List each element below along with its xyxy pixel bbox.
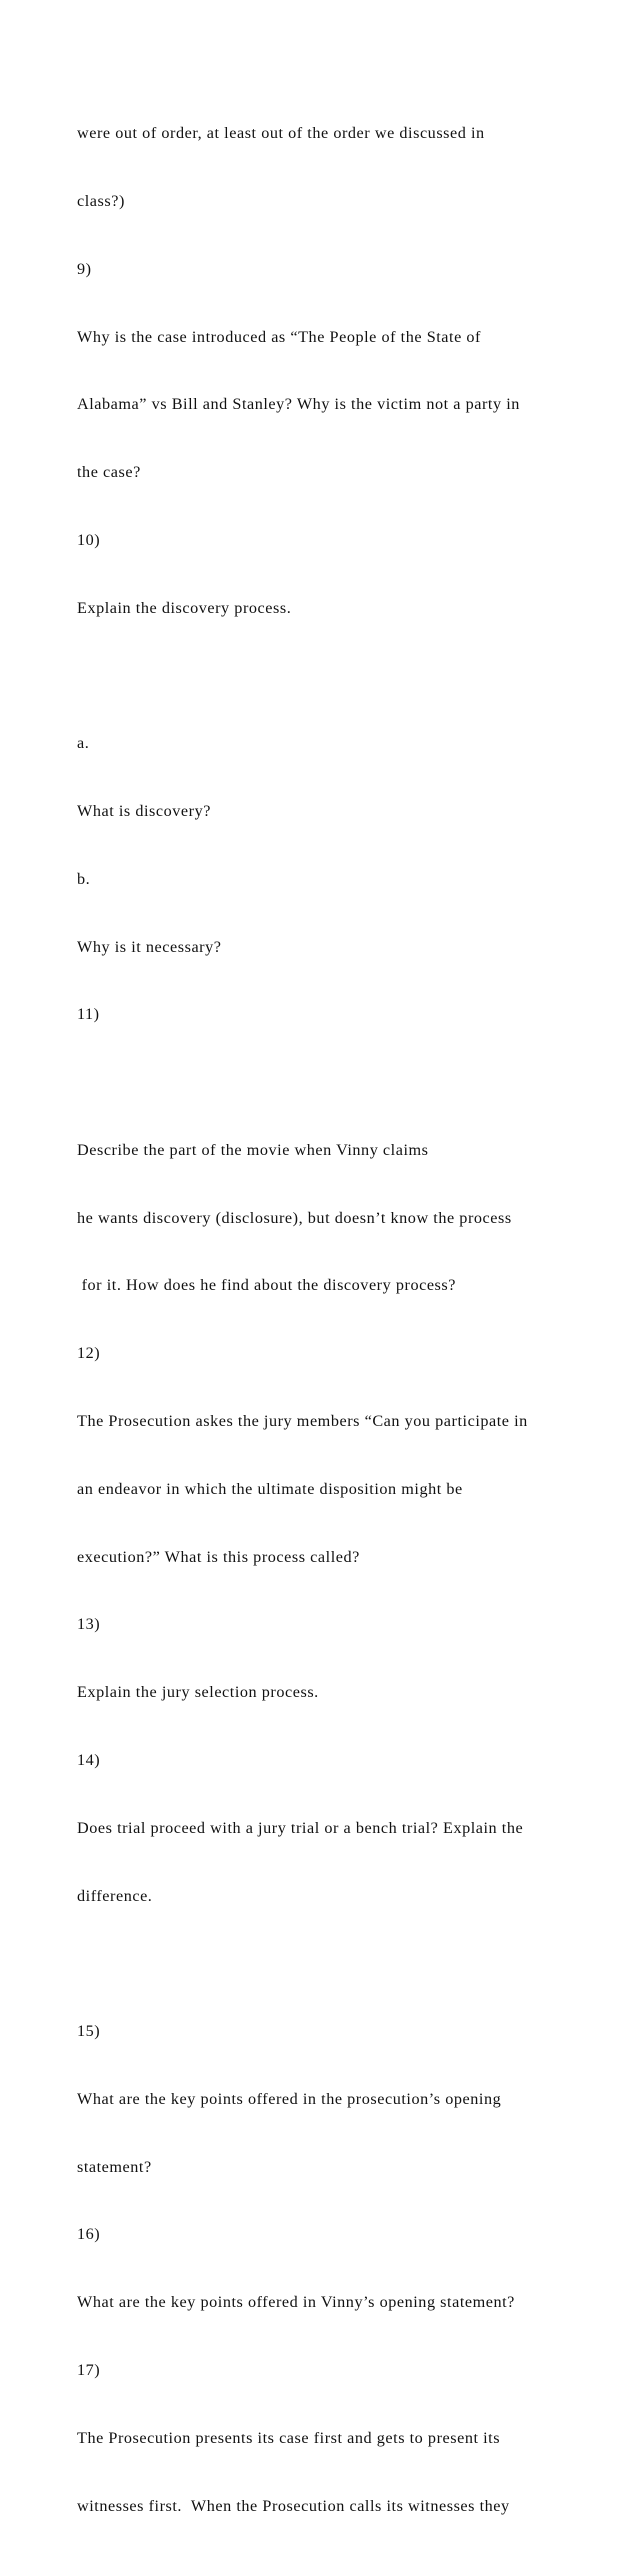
text-line: Explain the discovery process. <box>77 598 292 617</box>
text-line: execution?” What is this process called? <box>77 1547 360 1566</box>
text-line: What are the key points offered in the prosecution’s opening <box>77 2089 502 2108</box>
question-number: 12) <box>77 1344 101 1363</box>
question-number: 11) <box>77 1005 100 1024</box>
text-line: for it. How does he find about the discovery process? <box>77 1276 456 1295</box>
question-number: 15) <box>77 2022 101 2041</box>
text-line: Does trial proceed with a jury trial or a bench trial? Explain the <box>77 1818 524 1837</box>
text-line: The Prosecution askes the jury members “Can you participate in <box>77 1412 528 1431</box>
sub-item-marker: b. <box>77 869 91 888</box>
text-line: Why is the case introduced as “The People of the State of <box>77 327 481 346</box>
text-line: Explain the jury selection process. <box>77 1683 319 1702</box>
text-line: What is discovery? <box>77 802 211 820</box>
text-line: class?) <box>77 191 125 210</box>
text-line: witnesses first. When the Prosecution calls its witnesses they <box>77 2496 510 2515</box>
question-number: 14) <box>77 1750 101 1769</box>
text-line: The Prosecution presents its case first and gets to present its <box>77 2428 501 2447</box>
text-line: What are the key points offered in Vinny’s opening statement? <box>77 2293 515 2312</box>
question-number: 17) <box>77 2360 101 2379</box>
question-number: 13) <box>77 1615 101 1634</box>
text-line: Alabama” vs Bill and Stanley? Why is the victim not a party in <box>77 395 520 414</box>
text-line: Describe the part of the movie when Vinny claims <box>77 1140 429 1159</box>
blank-line <box>77 1952 617 1975</box>
text-line: difference. <box>77 1886 153 1905</box>
text-line: the case? <box>77 463 141 482</box>
document-body <box>77 77 617 2562</box>
question-number: 9) <box>77 259 92 278</box>
text-line: statement? <box>77 2157 152 2176</box>
question-number: 10) <box>77 530 101 549</box>
sub-item-marker: a. <box>77 734 90 753</box>
text-line: were out of order, at least out of the order we discussed in <box>77 124 485 143</box>
text-line: Why is it necessary? <box>77 937 222 956</box>
blank-line <box>77 664 617 687</box>
text-line: he wants discovery (disclosure), but doesn’t know the process <box>77 1208 512 1227</box>
blank-line <box>77 1071 617 1094</box>
text-line: an endeavor in which the ultimate disposition might be <box>77 1479 463 1498</box>
question-number: 16) <box>77 2225 101 2244</box>
